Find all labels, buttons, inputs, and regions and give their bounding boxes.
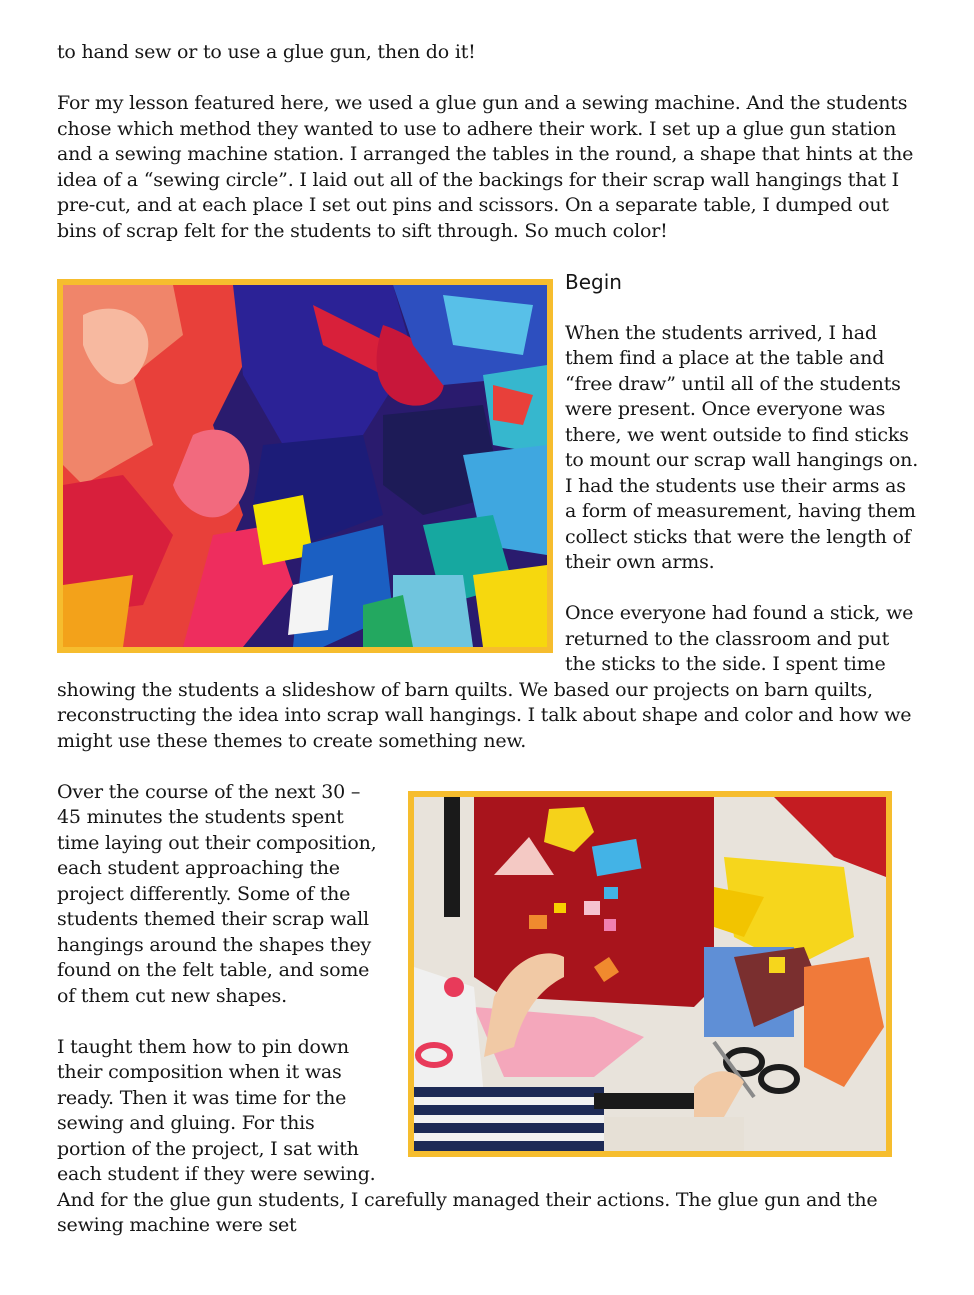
paragraph-lesson-setup: For my lesson featured here, we used a glue gun and a sewing machine. And the students chose which method they wanted to use to adhere their work. I set up a glue gun station and a sewing machine station. I arranged the tables in the round, a shape that hints at the idea of a “sewing circle”. I laid out all of the backings for their scrap wall hangings that I pre-cut, and at each place I set out pins and scissors. On a separate table, I dumped out bins of scrap felt for the students to sift through. So much color! xyxy=(57,92,914,242)
paragraph-pin-down: I taught them how to pin down their composition when it was ready. Then it was time for the sewing and gluing. For this portion of the project, I sat with each student if they were sewing. And for the glue gun students, I carefully managed their actions. The glue gun and the sewing machine were set xyxy=(57,1035,878,1236)
paragraph-composition: Over the course of the next 30 – 45 minutes the students spent time laying out their composition, each student approaching the project differently. Some of the students themed their scrap wall hangings around the shapes they found on the felt table, and some of them cut new shapes. xyxy=(57,780,377,1007)
section-heading-begin: Begin xyxy=(565,269,622,294)
paragraph-students-arrived: When the students arrived, I had them find a place at the table and “free draw” until all of the students were present. Once everyone was there, we went outside to find sticks to mount our scrap wall hangings on. I had the students use their arms as a form of measurement, having them collect sticks that were the length of their own arms. xyxy=(565,321,919,573)
paragraph-intro-end: to hand sew or to use a glue gun, then do it! xyxy=(57,41,476,63)
paragraph-stick-found: Once everyone had found a stick, we returned to the classroom and put the sticks to the side. I spent time showing the students a slideshow of barn quilts. We based our projects on barn quilts, reconstructing the idea into scrap wall hangings. I talk about shape and color and how we might use these themes to create something new. xyxy=(57,602,914,752)
felt-scraps-photo xyxy=(57,279,553,653)
student-composition-photo xyxy=(408,791,892,1157)
document-page xyxy=(57,40,919,1264)
